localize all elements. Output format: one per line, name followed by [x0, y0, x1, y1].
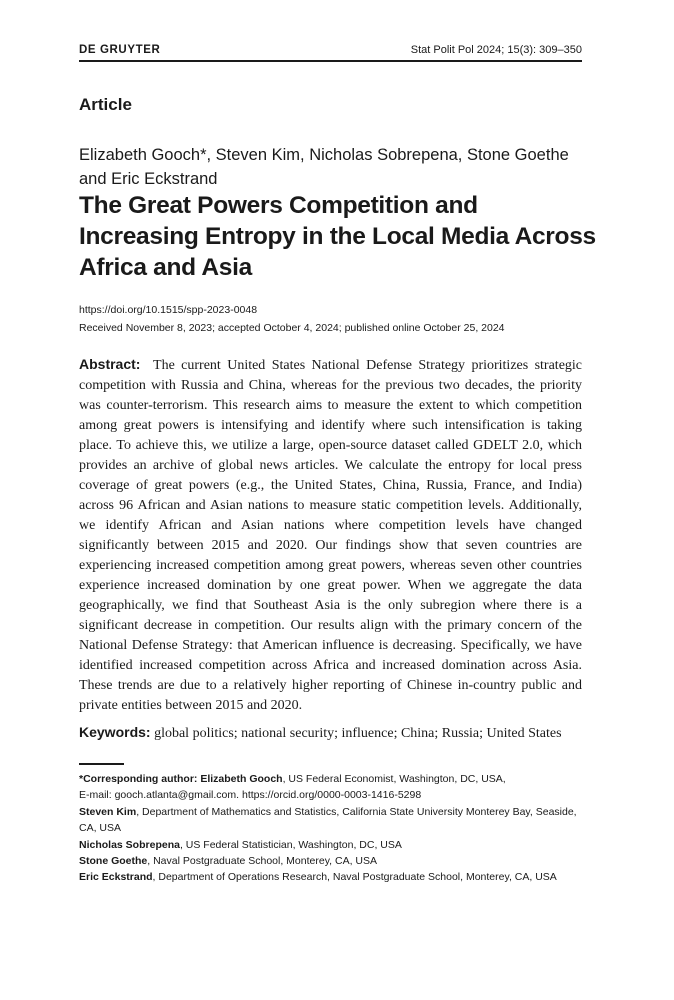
author-name: *Corresponding author: Elizabeth Gooch: [79, 773, 283, 785]
journal-citation: Stat Polit Pol 2024; 15(3): 309–350: [410, 44, 582, 56]
article-type-label: Article: [79, 95, 132, 114]
keywords: [79, 722, 582, 744]
affiliation-sobrepena: [79, 837, 582, 853]
affiliation-text: , Department of Mathematics and Statistics, California State University Monterey Bay, Seaside, CA, USA: [79, 805, 577, 835]
abstract: [79, 354, 582, 716]
publisher-name: DE GRUYTER: [79, 44, 161, 56]
author-affiliations: [79, 771, 582, 886]
affiliation-text: , US Federal Economist, Washington, DC, USA,: [282, 773, 506, 785]
affiliation-eckstrand: [79, 869, 582, 885]
abstract-text: The current United States National Defense Strategy prioritizes strategic competition with Russia and China, whereas for the previous two decades, the priority was counter-terrorism. This research aims to measure the extent to which competition among great powers is intensifying and identify where such intensification is taking place. To achieve this, we utilize a large, open-source dataset called GDELT 2.0, which provides an archive of global news articles. We calculate the entropy for local press coverage of great powers (e.g., the United States, China, Russia, France, and India) across 96 African and Asian nations to measure static competition levels. Additionally, we identify African and Asian nations where competition levels have changed significantly between 2015 and 2020. Our findings show that seven countries are experiencing increased competition among great powers, whereas seven other countries experience increased domination by one great power. When we aggregate the data geographically, we find that Southeast Asia is the only subregion where there is a significant decrease in competition. Our results align with the primary concern of the National Defense Strategy: that American influence is decreasing. Specifically, we have identified increased competition across Africa and increased domination across Asia. These trends are due to a relatively higher reporting of Chinese in-country public and private entities between 2015 and 2020.: [79, 358, 583, 713]
affiliation-kim: [79, 804, 582, 837]
corresponding-email[interactable]: E-mail: gooch.atlanta@gmail.com. https://orcid.org/0000-0003-1416-5298: [79, 789, 422, 802]
affiliation-text: , Naval Postgraduate School, Monterey, CA, USA: [147, 855, 378, 868]
author-list: Elizabeth Gooch*, Steven Kim, Nicholas Sobrepena, Stone Goethe and Eric Eckstrand: [79, 146, 569, 188]
author-name: Steven Kim: [79, 805, 137, 818]
article-meta: [79, 301, 582, 337]
affiliation-text: , Department of Operations Research, Naval Postgraduate School, Monterey, CA, USA: [152, 871, 557, 884]
keywords-label: Keywords:: [79, 724, 151, 740]
affiliation-goethe: [79, 853, 582, 869]
doi-link[interactable]: https://doi.org/10.1515/spp-2023-0048: [79, 304, 258, 316]
author-name: Nicholas Sobrepena: [79, 838, 180, 851]
keywords-text: global politics; national security; influence; China; Russia; United States: [154, 726, 562, 741]
affiliation-gooch: [79, 771, 582, 787]
publication-dates: Received November 8, 2023; accepted October 4, 2024; published online October 25, 2024: [79, 322, 505, 334]
abstract-label: Abstract:: [79, 356, 141, 372]
page-header: [79, 40, 582, 62]
author-name: Stone Goethe: [79, 855, 148, 868]
affiliation-text: , US Federal Statistician, Washington, DC, USA: [179, 838, 402, 851]
article-title: The Great Powers Competition and Increasing Entropy in the Local Media Across Africa and Asia: [79, 192, 596, 281]
author-name: Eric Eckstrand: [79, 871, 153, 884]
footnote-divider: [79, 763, 124, 765]
